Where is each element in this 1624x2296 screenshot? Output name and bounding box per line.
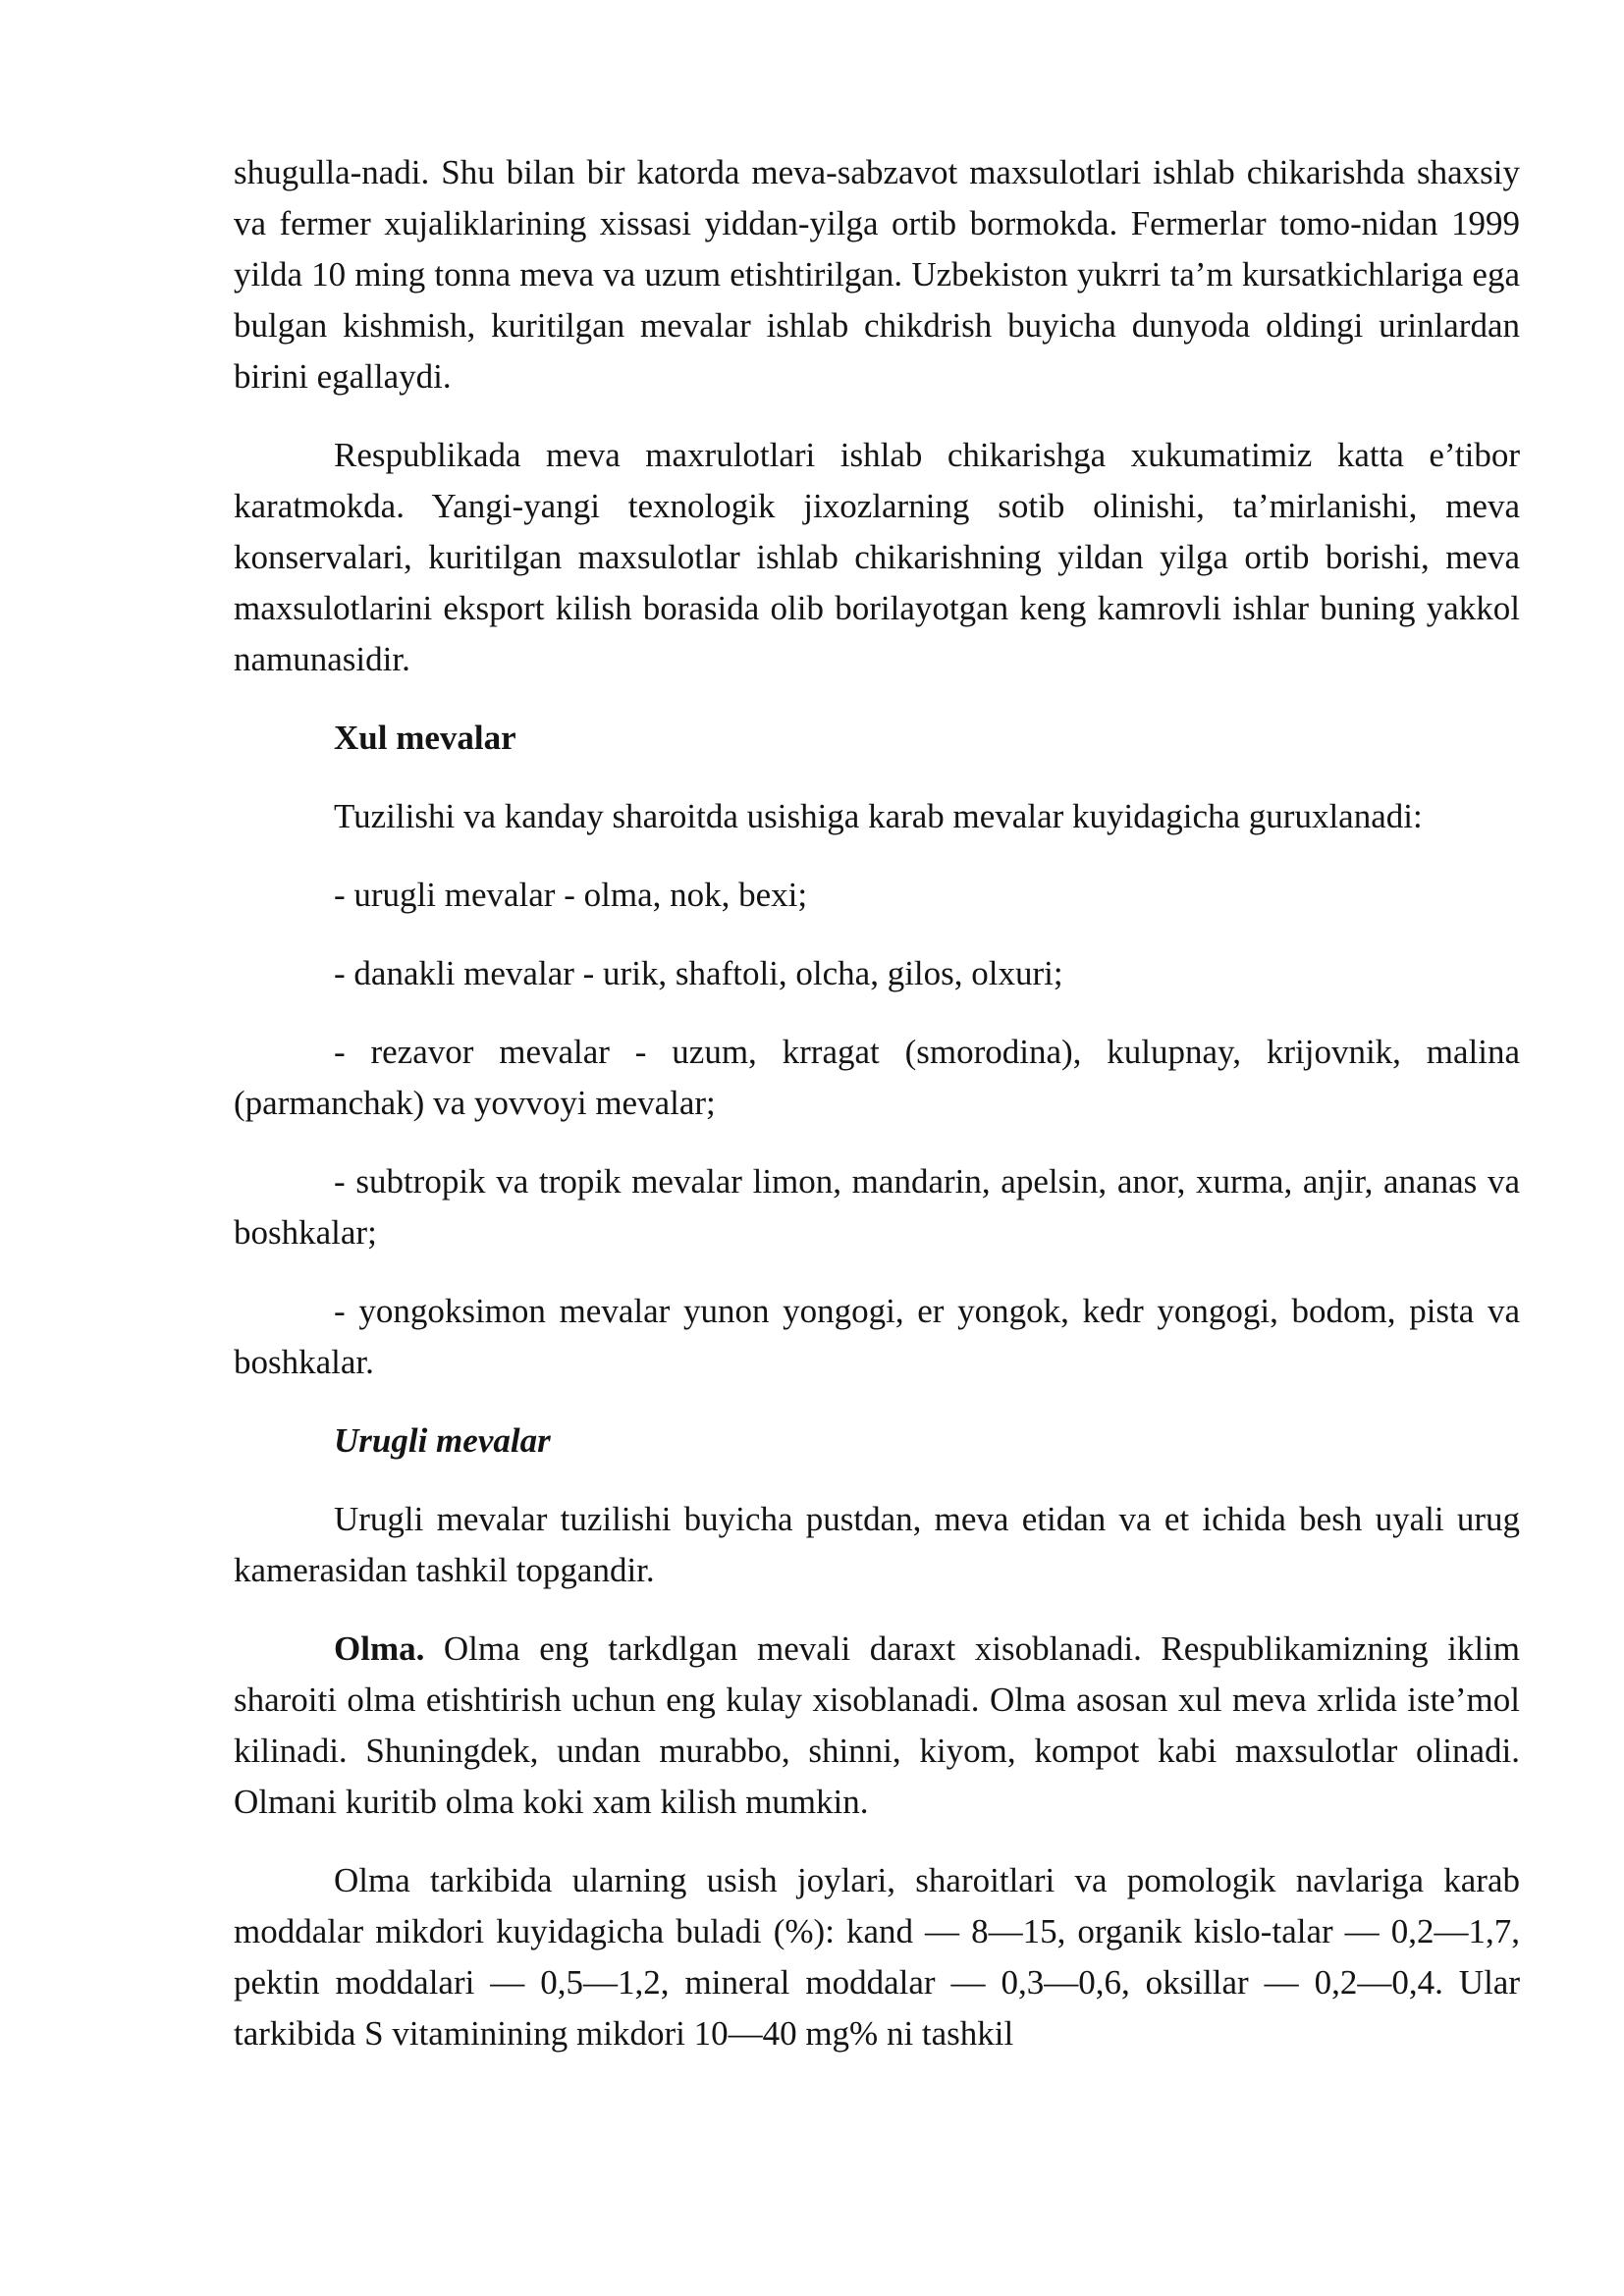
- section-heading-pome-fruits: [234, 1415, 1520, 1467]
- paragraph-intro: shugulla-nadi. Shu bilan bir katorda meva-sabzavot maxsulotlari ishlab chikarishda shaxsiy va fermer xujaliklarining xissasi yiddan-yilga ortib bormokda. Fermerlar tomo-nidan 1999 yilda 10 ming tonna meva va uzum etishtirilgan. Uzbekiston yukrri ta’m kursatkichlariga ega bulgan kishmish, kuritilgan mevalar ishlab chikdrish buyicha dunyoda oldingi urinlardan birini egallaydi.: [234, 153, 1520, 396]
- heading-text: Xul mevalar: [334, 719, 516, 757]
- section-heading-fresh-fruits: [234, 713, 1520, 764]
- term-apple: Olma.: [334, 1629, 425, 1668]
- list-item-stone-fruits: - danakli mevalar - urik, shaftoli, olcha, gilos, olxuri;: [334, 954, 1063, 992]
- list-item-berries: - rezavor mevalar - uzum, krragat (smorodina), kulupnay, krijovnik, malina (parmanchak) va yovvoyi mevalar;: [234, 1033, 1520, 1122]
- heading-text: Urugli mevalar: [334, 1421, 551, 1460]
- list-item-tropical-fruits: - subtropik va tropik mevalar limon, mandarin, apelsin, anor, xurma, anjir, ananas va boshkalar;: [234, 1162, 1520, 1252]
- paragraph-apple-composition: Olma tarkibida ularning usish joylari, sharoitlari va pomologik navlariga karab moddalar mikdori kuyidagicha buladi (%): kand — 8—15, organik kislo-talar — 0,2—1,7, pektin moddalari — 0,5—1,2, mineral moddalar — 0,3—0,6, oksillar — 0,2—0,4. Ular tarkibida S vitaminining mikdori 10—40 mg% ni tashkil: [234, 1861, 1520, 2053]
- list-item-nuts: - yongoksimon mevalar yunon yongogi, er yongok, kedr yongogi, bodom, pista va boshkalar.: [234, 1292, 1520, 1381]
- paragraph-republic: Respublikada meva maxrulotlari ishlab chikarishga xukumatimiz katta e’tibor karatmokda. Yangi-yangi texnologik jixozlarning sotib olinishi, ta’mirlanishi, meva konservalari, kuritilgan maxsulotlar ishlab chikarishning yildan yilga ortib borishi, meva maxsulotlarini eksport kilish borasida olib borilayotgan keng kamrovli ishlar buning yakkol namunasidir.: [234, 436, 1520, 678]
- paragraph-apple-text: Olma eng tarkdlgan mevali daraxt xisoblanadi. Respublikamizning iklim sharoiti olma etishtirish uchun eng kulay xisoblanadi. Olma asosan xul meva xrlida iste’mol kilinadi. Shuningdek, undan murabbo, shinni, kiyom, kompot kabi maxsulotlar olinadi. Olmani kuritib olma koki xam kilish mumkin.: [234, 1629, 1520, 1821]
- paragraph-pome-structure: Urugli mevalar tuzilishi buyicha pustdan, meva etidan va et ichida besh uyali urug kamerasidan tashkil topgandir.: [234, 1500, 1520, 1589]
- paragraph-apple: [234, 1624, 1520, 1828]
- document-page: [234, 147, 1520, 2059]
- list-item-pome-fruits: - urugli mevalar - olma, nok, bexi;: [334, 876, 808, 914]
- paragraph-classification: Tuzilishi va kanday sharoitda usishiga karab mevalar kuyidagicha guruxlanadi:: [334, 797, 1423, 835]
